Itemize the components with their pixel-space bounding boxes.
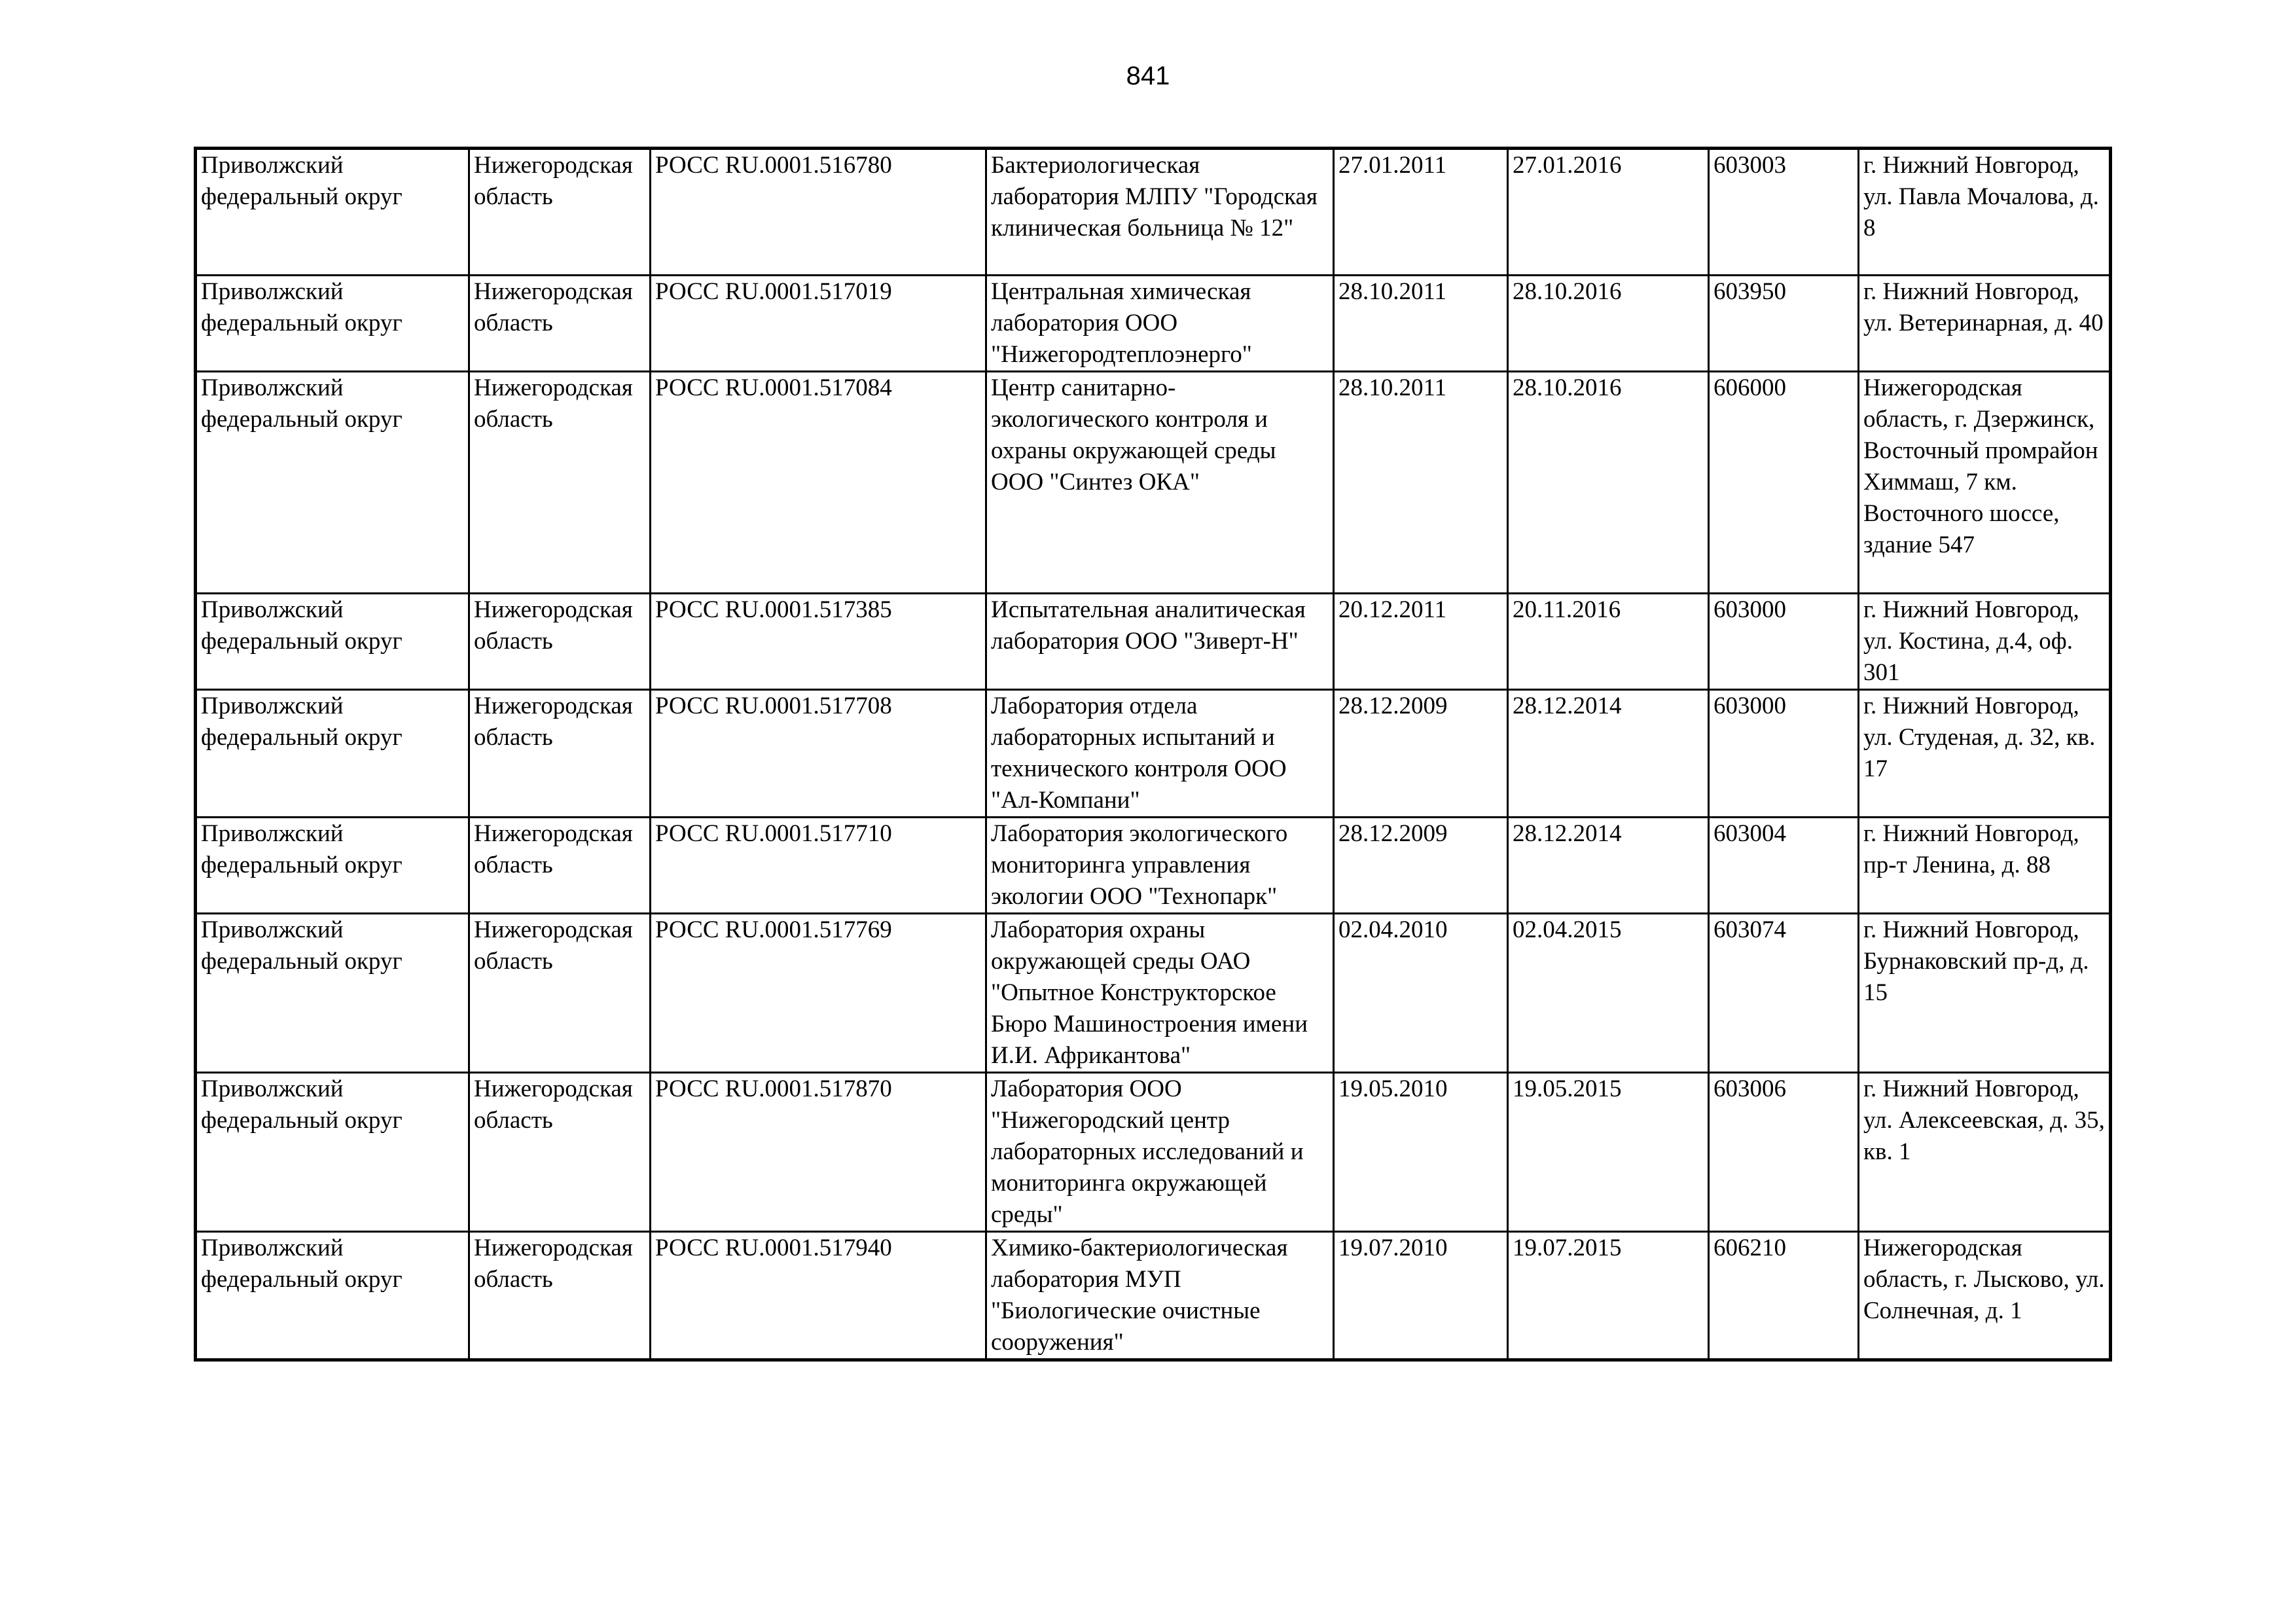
table-row — [196, 372, 2111, 594]
lab-name-cell: Центральная химическая лаборатория ООО "Нижегородтеплоэнерго" — [986, 276, 1334, 372]
lab-name-cell: Лаборатория отдела лабораторных испытаний и технического контроля ООО "Ал-Компани" — [986, 690, 1334, 818]
table-row — [196, 914, 2111, 1073]
date-to-cell: 28.10.2016 — [1508, 276, 1709, 372]
district-cell: Приволжский федеральный округ — [196, 372, 469, 594]
district-cell: Приволжский федеральный округ — [196, 1073, 469, 1232]
address-cell: г. Нижний Новгород, ул. Студеная, д. 32, кв. 17 — [1859, 690, 2111, 818]
address-cell: Нижегородская область, г. Лысково, ул. Солнечная, д. 1 — [1859, 1232, 2111, 1360]
date-to-cell: 27.01.2016 — [1508, 149, 1709, 276]
region-cell: Нижегородская область — [469, 690, 651, 818]
postcode-cell: 603000 — [1709, 690, 1859, 818]
address-cell: Нижегородская область, г. Дзержинск, Восточный промрайон Химмаш, 7 км. Восточного шоссе, здание 547 — [1859, 372, 2111, 594]
reg-number-cell: РОСС RU.0001.517084 — [651, 372, 986, 594]
table-row — [196, 1232, 2111, 1360]
table-row — [196, 690, 2111, 818]
postcode-cell: 606000 — [1709, 372, 1859, 594]
date-from-cell: 28.10.2011 — [1334, 372, 1508, 594]
lab-name-cell: Центр санитарно-экологического контроля и охраны окружающей среды ООО "Синтез ОКА" — [986, 372, 1334, 594]
date-to-cell: 20.11.2016 — [1508, 594, 1709, 690]
postcode-cell: 603006 — [1709, 1073, 1859, 1232]
region-cell: Нижегородская область — [469, 594, 651, 690]
table-row — [196, 149, 2111, 276]
postcode-cell: 603003 — [1709, 149, 1859, 276]
reg-number-cell: РОСС RU.0001.517385 — [651, 594, 986, 690]
date-to-cell: 28.10.2016 — [1508, 372, 1709, 594]
district-cell: Приволжский федеральный округ — [196, 818, 469, 914]
postcode-cell: 603950 — [1709, 276, 1859, 372]
date-from-cell: 28.12.2009 — [1334, 818, 1508, 914]
district-cell: Приволжский федеральный округ — [196, 594, 469, 690]
reg-number-cell: РОСС RU.0001.517019 — [651, 276, 986, 372]
address-cell: г. Нижний Новгород, Бурнаковский пр-д, д. 15 — [1859, 914, 2111, 1073]
postcode-cell: 603000 — [1709, 594, 1859, 690]
region-cell: Нижегородская область — [469, 149, 651, 276]
region-cell: Нижегородская область — [469, 818, 651, 914]
region-cell: Нижегородская область — [469, 914, 651, 1073]
date-from-cell: 27.01.2011 — [1334, 149, 1508, 276]
lab-name-cell: Бактериологическая лаборатория МЛПУ "Городская клиническая больница № 12" — [986, 149, 1334, 276]
region-cell: Нижегородская область — [469, 1232, 651, 1360]
reg-number-cell: РОСС RU.0001.517870 — [651, 1073, 986, 1232]
date-to-cell: 28.12.2014 — [1508, 690, 1709, 818]
reg-number-cell: РОСС RU.0001.517769 — [651, 914, 986, 1073]
date-from-cell: 28.10.2011 — [1334, 276, 1508, 372]
region-cell: Нижегородская область — [469, 276, 651, 372]
date-to-cell: 19.07.2015 — [1508, 1232, 1709, 1360]
date-from-cell: 20.12.2011 — [1334, 594, 1508, 690]
reg-number-cell: РОСС RU.0001.516780 — [651, 149, 986, 276]
district-cell: Приволжский федеральный округ — [196, 276, 469, 372]
district-cell: Приволжский федеральный округ — [196, 914, 469, 1073]
reg-number-cell: РОСС RU.0001.517940 — [651, 1232, 986, 1360]
district-cell: Приволжский федеральный округ — [196, 1232, 469, 1360]
lab-name-cell: Лаборатория экологического мониторинга управления экологии ООО "Технопарк" — [986, 818, 1334, 914]
reg-number-cell: РОСС RU.0001.517710 — [651, 818, 986, 914]
date-to-cell: 28.12.2014 — [1508, 818, 1709, 914]
date-to-cell: 02.04.2015 — [1508, 914, 1709, 1073]
district-cell: Приволжский федеральный округ — [196, 690, 469, 818]
lab-name-cell: Лаборатория ООО "Нижегородский центр лабораторных исследований и мониторинга окружающей среды" — [986, 1073, 1334, 1232]
lab-name-cell: Испытательная аналитическая лаборатория ООО "Зиверт-Н" — [986, 594, 1334, 690]
date-from-cell: 28.12.2009 — [1334, 690, 1508, 818]
address-cell: г. Нижний Новгород, ул. Костина, д.4, оф. 301 — [1859, 594, 2111, 690]
date-to-cell: 19.05.2015 — [1508, 1073, 1709, 1232]
region-cell: Нижегородская область — [469, 1073, 651, 1232]
date-from-cell: 02.04.2010 — [1334, 914, 1508, 1073]
address-cell: г. Нижний Новгород, ул. Павла Мочалова, д. 8 — [1859, 149, 2111, 276]
date-from-cell: 19.07.2010 — [1334, 1232, 1508, 1360]
date-from-cell: 19.05.2010 — [1334, 1073, 1508, 1232]
lab-name-cell: Химико-бактериологическая лаборатория МУП "Биологические очистные сооружения" — [986, 1232, 1334, 1360]
address-cell: г. Нижний Новгород, ул. Алексеевская, д. 35, кв. 1 — [1859, 1073, 2111, 1232]
table-row — [196, 818, 2111, 914]
lab-name-cell: Лаборатория охраны окружающей среды ОАО "Опытное Конструкторское Бюро Машиностроения имени И.И. Африкантова" — [986, 914, 1334, 1073]
postcode-cell: 603074 — [1709, 914, 1859, 1073]
table-row — [196, 594, 2111, 690]
postcode-cell: 603004 — [1709, 818, 1859, 914]
address-cell: г. Нижний Новгород, ул. Ветеринарная, д. 40 — [1859, 276, 2111, 372]
postcode-cell: 606210 — [1709, 1232, 1859, 1360]
region-cell: Нижегородская область — [469, 372, 651, 594]
laboratory-registry-table — [194, 147, 2112, 1362]
district-cell: Приволжский федеральный округ — [196, 149, 469, 276]
table-row — [196, 1073, 2111, 1232]
address-cell: г. Нижний Новгород, пр-т Ленина, д. 88 — [1859, 818, 2111, 914]
reg-number-cell: РОСС RU.0001.517708 — [651, 690, 986, 818]
page-number: 841 — [1126, 62, 1170, 90]
table-row — [196, 276, 2111, 372]
